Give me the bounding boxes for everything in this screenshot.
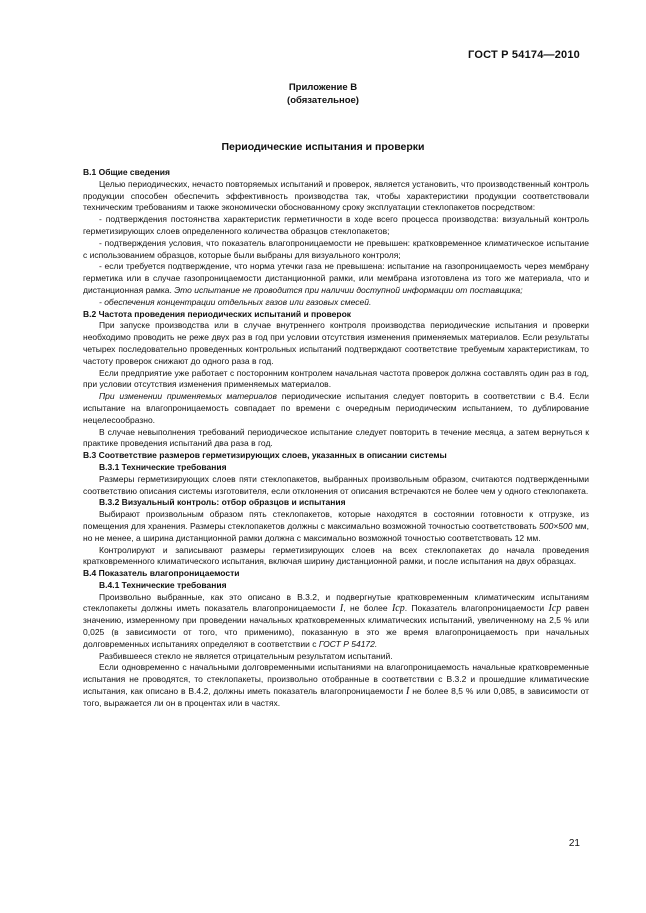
symbol-Icp: Icp <box>548 603 562 615</box>
paragraph <box>83 592 589 651</box>
standard-header: ГОСТ Р 54174—2010 <box>468 49 580 61</box>
appendix-status: (обязательное) <box>287 94 359 106</box>
symbol-I: I <box>406 686 410 698</box>
list-item: - обеспечения концентрации отдельных газов или газовых смесей. <box>99 296 372 307</box>
section-heading: В.1 Общие сведения <box>83 167 170 177</box>
paragraph-text: периодические испытания следует повторить в соответствии с В.4. Если испытание на влагопроницаемость совпадает по времени с очередным периодическим испытанием, то дублирование нецелесообразно. <box>83 391 589 425</box>
paragraph-text: мм, но не менее, а ширина дистанционной рамки должна с максимально возможной точностью соответствовать 12 мм. <box>83 520 589 543</box>
subsection-heading: В.3.2 Визуальный контроль: отбор образцов и испытания <box>99 497 346 508</box>
subsection-heading: В.4.1 Технические требования <box>99 579 227 590</box>
list-item-text: - если требуется подтверждение, что норма утечки газа не превышена: испытание на газопроницаемость через мембрану герметика или в случае газопроницаемости дистанционной рамки, или мембрана изготовлена из того же материала, что и дистанционная рамка. <box>83 261 589 295</box>
list-item: - подтверждения постоянства характеристик герметичности в ходе всего процесса производства: визуальный контроль герметизирующих слоев определенного количества образцов стеклопакетов; <box>83 214 589 236</box>
document-body <box>83 167 589 710</box>
list-item <box>83 261 589 296</box>
paragraph: Разбившееся стекло не является отрицательным результатом испытаний. <box>99 650 393 661</box>
paragraph-text: Произвольно выбранные, как это описано в В.3.2, и подвергнутые кратковременным климатическим испытаниям стеклопакеты должны иметь показатель влагопроницаемости <box>83 591 589 614</box>
list-item: - подтверждения условия, что показатель влагопроницаемости не превышен: кратковременное климатическое испытание с использованием образцов, которые были выбраны для визуального контроля; <box>83 237 589 260</box>
paragraph <box>83 391 589 426</box>
symbol-Icp: Icp <box>391 603 405 615</box>
italic-note: Это испытание не проводится при наличии доступной информации от поставщика; <box>174 284 523 295</box>
paragraph <box>83 509 589 544</box>
paragraph <box>83 662 589 709</box>
section-heading: В.3 Соответствие размеров герметизирующих слоев, указанных в описании системы <box>83 450 447 461</box>
paragraph: Размеры герметизирующих слоев пяти стеклопакетов, выбранных произвольным образом, считаются подтвержденными соответствию описания системы изготовителя, если отклонения от описания встречаются не более чем у одного стеклопакета. <box>83 473 589 496</box>
paragraph: Целью периодических, нечасто повторяемых испытаний и проверок, является установить, что производственный контроль продукции способен обеспечить эффективность производства так, чтобы характеристики продукции соответствовали техническим требованиям и также экономически обоснованному сроку эксплуатации стеклопакетов посредством: <box>83 178 589 213</box>
paragraph: В случае невыполнения требований периодическое испытание следует повторить в течение месяца, а затем вернуться к практике проведения испытаний два раза в год. <box>83 426 589 449</box>
appendix-heading <box>0 82 646 107</box>
symbol-I: I <box>339 603 344 615</box>
paragraph-text: Если одновременно с начальными долговременными испытаниями на влагопроницаемость начальные кратковременные испытания не проводятся, то стеклопакеты, произвольно отобранные в соответствии с В.3.2 и прошедшие климатические испытания, как описано в В.4.2, должны иметь показатель влагопроницаемости <box>83 662 589 697</box>
section-heading: В.2 Частота проведения периодических испытаний и проверок <box>83 308 352 319</box>
paragraph: При запуске производства или в случае внутреннего контроля производства периодические испытания и проверки необходимо проводить не реже двух раз в год при условии отсутствия изменения применяемых материалов. Если результаты четырех последовательно проведенных контрольных испытаний подтверждают соответствие требуемым характеристикам, то частоту проверок снижают до одного раза в год. <box>83 320 589 366</box>
subsection-heading: В.3.1 Технические требования <box>99 461 227 472</box>
document-title: Периодические испытания и проверки <box>221 141 425 153</box>
page-number: 21 <box>568 838 580 849</box>
standard-reference: ГОСТ Р 54172. <box>318 638 378 649</box>
paragraph: Если предприятие уже работает с посторонним контролем начальная частота проверок должна составлять один раз в год, при условии отсутствия изменения применяемых материалов. <box>83 367 589 390</box>
paragraph-text: . Показатель влагопроницаемости <box>404 603 545 614</box>
appendix-title: Приложение В <box>288 82 358 93</box>
paragraph: Контролируют и записывают размеры герметизирующих слоев на всех стеклопакетах до начала проведения кратковременного климатического испытания, включая ширину дистанционной рамки, и после испытания на двух образцах. <box>83 544 589 567</box>
paragraph-text: не более 8,5 % или 0,085, в зависимости от того, выражается ли он в процентах или в частях. <box>83 686 589 708</box>
paragraph-text: равен значению, измеренному при проведении начальных кратковременных климатических испытаний, увеличенному на 2,5 % или 0,025 (в зависимости от того, что применимо), показанную в это же время влагопроницаемость при начальных долговременных испытаниях определяют в соответствии с <box>83 603 589 649</box>
dimension-value: 500×500 <box>539 520 573 531</box>
paragraph-text: Выбирают произвольным образом пять стеклопакетов, которые находятся в состоянии готовности к отгрузке, из помещения для хранения. Размеры стеклопакетов должны с максимально возможной точностью соответствовать <box>83 509 589 531</box>
paragraph-text: , не более <box>343 603 388 614</box>
section-heading: В.4 Показатель влагопроницаемости <box>83 568 240 579</box>
italic-phrase: При изменении применяемых материалов <box>99 391 277 402</box>
